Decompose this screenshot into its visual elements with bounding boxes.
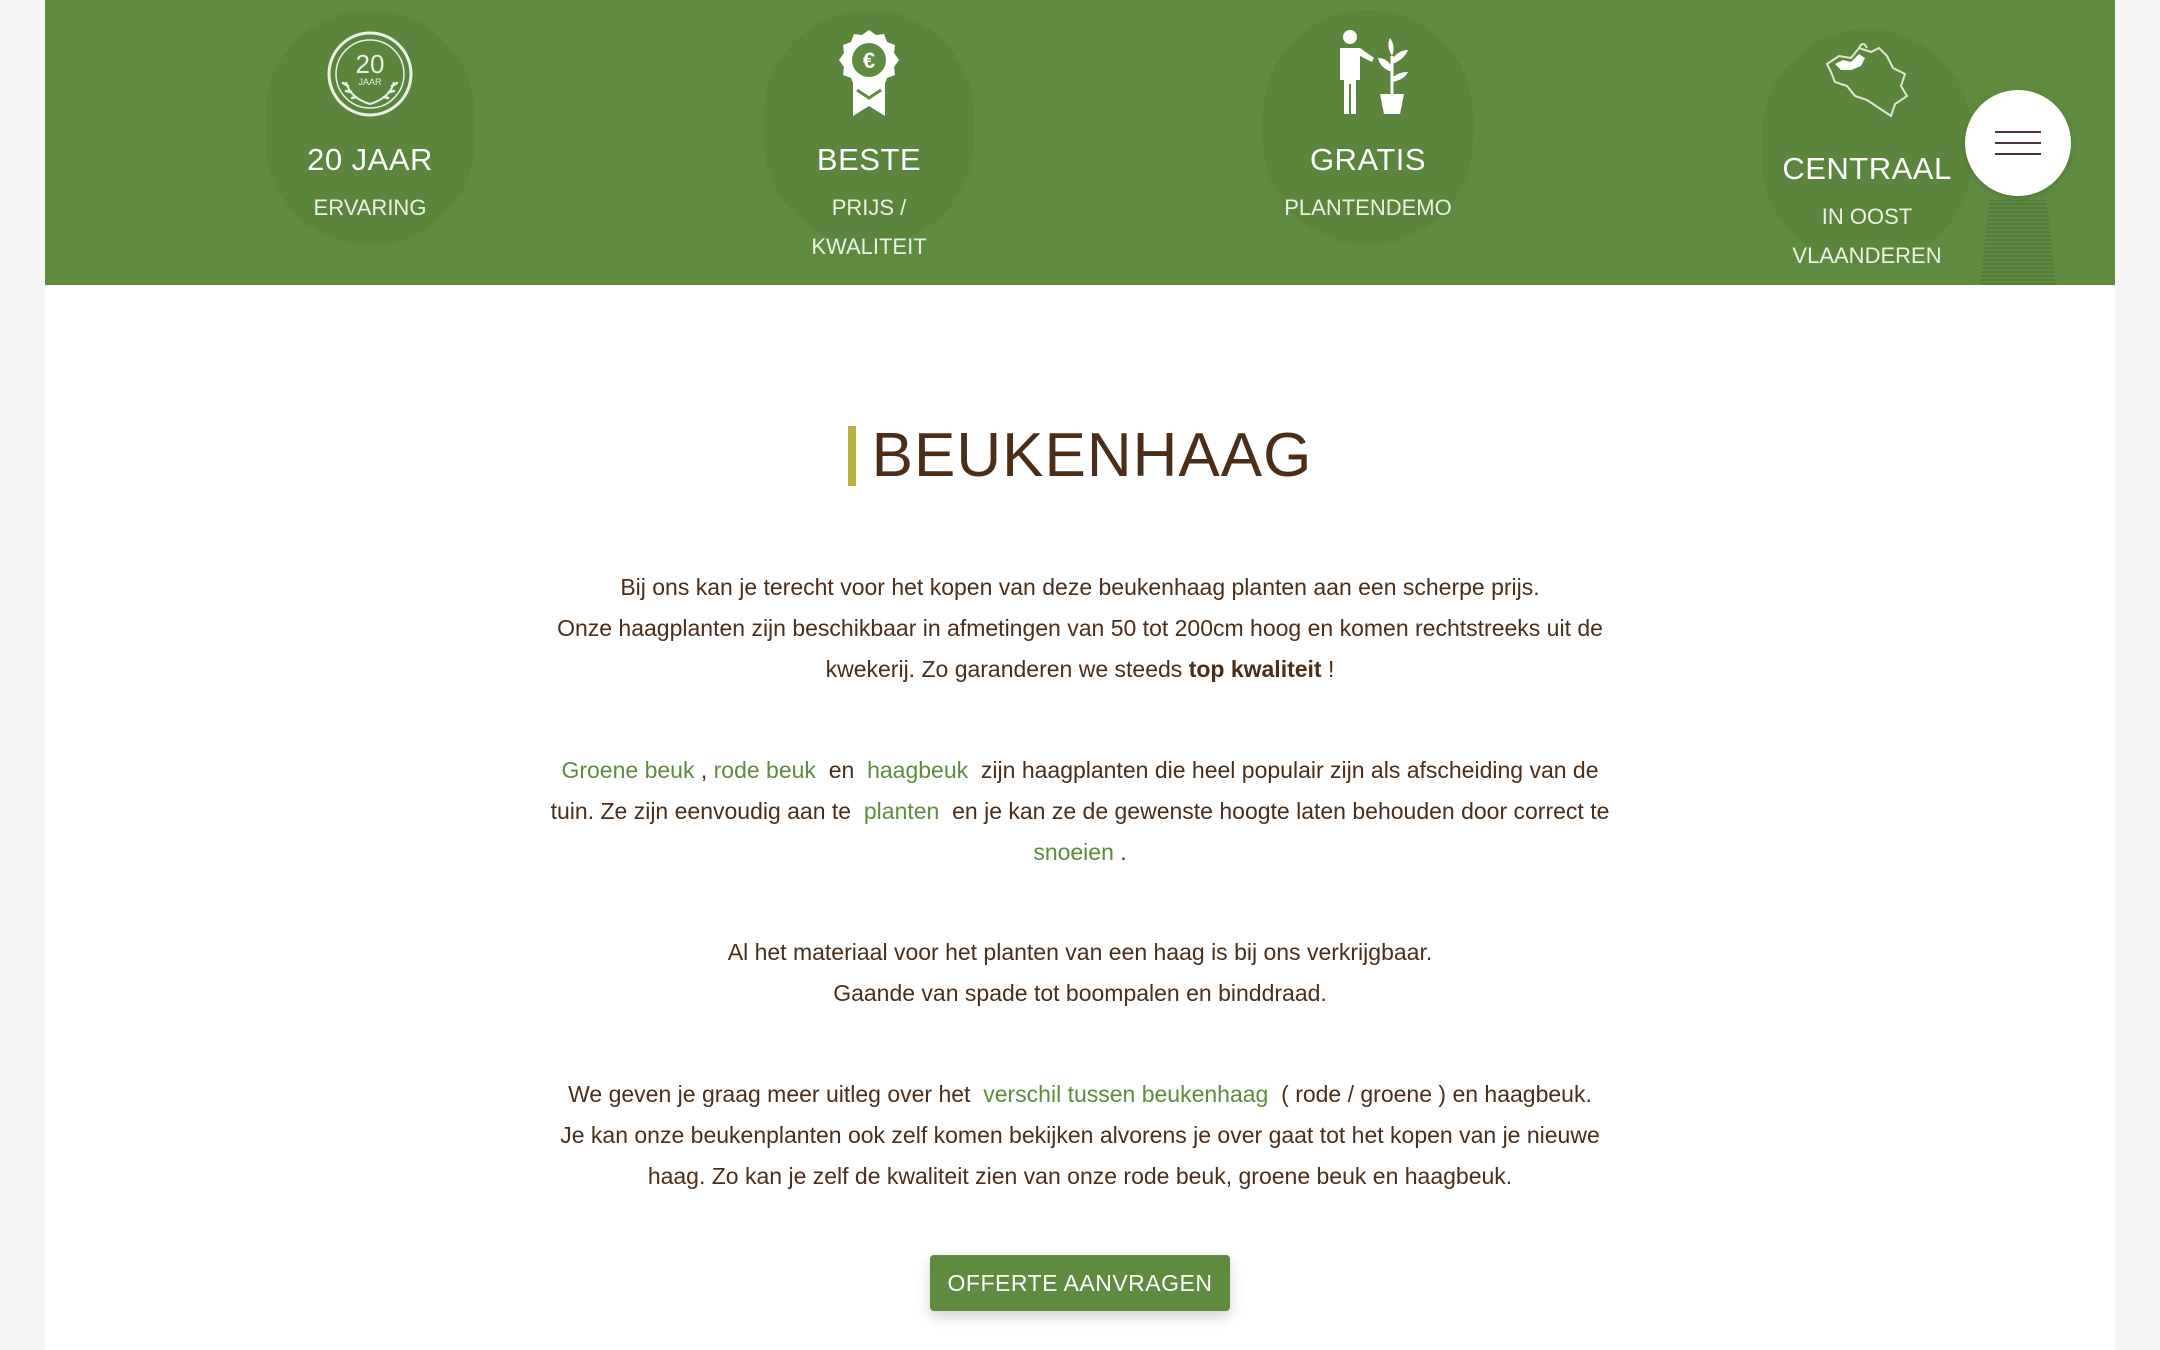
materials-paragraph: Al het materiaal voor het planten van een haag is bij ons verkrijgbaar. Gaande van spade tot boompalen en binddraad. [727, 939, 1433, 1006]
link-planten[interactable]: planten [863, 798, 940, 824]
page-title: BEUKENHAAG [848, 423, 1313, 489]
feature-title: GRATIS [1309, 142, 1427, 177]
usp-banner [45, 0, 2115, 285]
hedge-types-paragraph: Groene beuk , rode beuk en haagbeuk zijn haagplanten die heel populair zijn als afscheiding van de tuin. Ze zijn eenvoudig aan te planten en je kan ze de gewenste hoogte laten behouden door correct te snoeien . [550, 757, 1623, 865]
link-groene-beuk[interactable]: Groene beuk [561, 757, 695, 783]
feature-subtitle: ERVARING [313, 195, 427, 220]
svg-text:20: 20 [355, 49, 385, 79]
feature-subtitle: PRIJS / KWALITEIT [811, 195, 927, 259]
menu-button-shadow [1980, 200, 2056, 285]
euro-award-ribbon-icon [823, 28, 915, 120]
twenty-years-laurel-icon [324, 28, 416, 120]
request-quote-button[interactable]: OFFERTE AANVRAGEN [930, 1255, 1230, 1311]
person-with-plant-icon [1322, 28, 1414, 120]
link-verschil-beukenhaag[interactable]: verschil tussen beukenhaag [983, 1081, 1269, 1107]
feature-title: CENTRAAL [1782, 151, 1952, 186]
link-haagbeuk[interactable]: haagbeuk [867, 757, 969, 783]
feature-subtitle: PLANTENDEMO [1284, 195, 1452, 220]
intro-paragraph: Bij ons kan je terecht voor het kopen van deze beukenhaag planten aan een scherpe prijs. Onze haagplanten zijn beschikbaar in afmetingen van 50 tot 200cm hoog en komen rechtstreeks uit de kwekerij. Zo garanderen we steeds top kwaliteit ! [557, 574, 1603, 682]
menu-button[interactable] [1965, 90, 2071, 196]
feature-subtitle: IN OOST VLAANDEREN [1792, 204, 1942, 268]
feature-title: BESTE [816, 142, 922, 177]
feature-best-price [719, 0, 1019, 285]
feature-title: 20 JAAR [307, 142, 433, 177]
feature-free-demo [1218, 0, 1518, 285]
link-rode-beuk[interactable]: rode beuk [713, 757, 816, 783]
more-info-paragraph: We geven je graag meer uitleg over het verschil tussen beukenhaag ( rode / groene ) en haagbeuk. Je kan onze beukenplanten ook zelf komen bekijken alvorens je over gaat tot het kopen van je nieuwe haag. Zo kan je zelf de kwaliteit zien van onze rode beuk, groene beuk en haagbeuk. [560, 1081, 1600, 1189]
feature-experience [220, 0, 520, 285]
svg-text:JAAR: JAAR [358, 77, 382, 87]
belgium-map-icon [1821, 34, 1913, 126]
svg-text:€: € [862, 48, 876, 73]
link-snoeien[interactable]: snoeien [1033, 839, 1114, 865]
page [45, 0, 2115, 1350]
title-accent-bar [848, 426, 856, 486]
